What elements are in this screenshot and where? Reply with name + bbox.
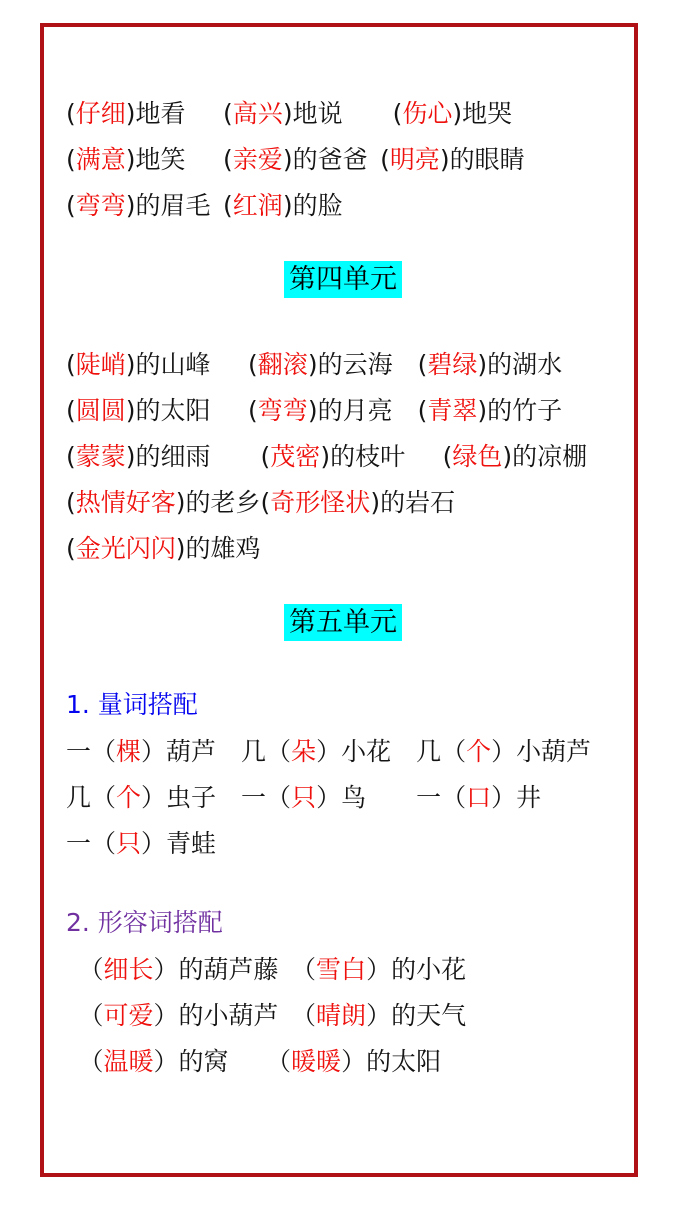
highlight-word: 细长	[103, 955, 154, 984]
highlight-word: 热情好客	[75, 488, 176, 517]
text-segment: (	[66, 442, 76, 471]
highlight-word: 可爱	[103, 1001, 154, 1030]
text-segment: )地哭	[452, 99, 513, 128]
text-segment: )地笑 (	[125, 145, 233, 174]
highlight-word: 弯弯	[257, 396, 308, 425]
highlight-word: 温暖	[103, 1047, 154, 1076]
subsection-title: 1. 量词搭配	[66, 690, 198, 719]
adverb-collocations	[66, 91, 620, 229]
text-segment: )的眼睛	[439, 145, 525, 174]
text-segment: )地看 (	[125, 99, 233, 128]
highlight-word: 晴朗	[316, 1001, 367, 1030]
highlight-word: 棵	[116, 737, 142, 766]
measure-word-collocations	[66, 729, 620, 867]
text-line	[66, 1039, 620, 1085]
text-segment: ）虫子 一（	[141, 783, 292, 812]
text-segment: ）葫芦 几（	[141, 737, 292, 766]
unit4-collocations	[66, 342, 620, 572]
text-segment: 几（	[66, 783, 117, 812]
text-segment: (	[66, 488, 76, 517]
text-segment: ）的葫芦藤 （	[153, 955, 317, 984]
text-line	[66, 821, 620, 867]
text-segment: )的竹子	[477, 396, 563, 425]
text-segment: (	[66, 191, 76, 220]
text-segment: （	[66, 955, 104, 984]
text-line	[66, 729, 620, 775]
text-segment: )的太阳 (	[125, 396, 258, 425]
text-segment: )的枝叶 (	[320, 442, 453, 471]
highlight-word: 红润	[232, 191, 283, 220]
highlight-word: 暖暖	[291, 1047, 342, 1076]
section-header-row	[66, 259, 620, 304]
text-line	[66, 388, 620, 434]
highlight-word: 伤心	[402, 99, 453, 128]
text-segment: 一（	[66, 737, 117, 766]
highlight-word: 明亮	[389, 145, 440, 174]
text-segment: (	[66, 145, 76, 174]
text-segment: )的爸爸 (	[282, 145, 390, 174]
text-segment: 一（	[66, 829, 117, 858]
highlight-word: 口	[466, 783, 492, 812]
highlight-word: 绿色	[452, 442, 503, 471]
text-line	[66, 480, 620, 526]
text-segment: ）小花 几（	[316, 737, 467, 766]
highlight-word: 翻滚	[257, 350, 308, 379]
highlight-word: 亲爱	[232, 145, 283, 174]
text-line	[66, 137, 620, 183]
highlight-word: 满意	[75, 145, 126, 174]
text-segment: (	[66, 350, 76, 379]
page-border	[40, 23, 638, 1177]
text-segment: (	[66, 534, 76, 563]
text-line	[66, 342, 620, 388]
text-segment: )的雄鸡	[175, 534, 261, 563]
section-header-row	[66, 602, 620, 647]
highlight-word: 金光闪闪	[75, 534, 176, 563]
highlight-word: 蒙蒙	[75, 442, 126, 471]
text-segment: )的眉毛 (	[125, 191, 233, 220]
highlight-word: 朵	[291, 737, 317, 766]
text-segment: ）的小葫芦 （	[153, 1001, 317, 1030]
text-line	[66, 947, 620, 993]
text-segment: (	[66, 396, 76, 425]
highlight-word: 个	[116, 783, 142, 812]
text-segment: (	[66, 99, 76, 128]
text-segment: ）的窝 （	[153, 1047, 292, 1076]
highlight-word: 仔细	[75, 99, 126, 128]
text-segment: ）鸟 一（	[316, 783, 467, 812]
text-segment: ）小葫芦	[491, 737, 592, 766]
highlight-word: 只	[116, 829, 142, 858]
text-line	[66, 434, 620, 480]
highlight-word: 圆圆	[75, 396, 126, 425]
text-segment: )的岩石	[370, 488, 456, 517]
text-segment: )的月亮 (	[307, 396, 428, 425]
text-line	[66, 183, 620, 229]
highlight-word: 陡峭	[75, 350, 126, 379]
text-segment: )的云海 (	[307, 350, 428, 379]
document-content	[44, 27, 634, 1085]
text-segment: )地说 (	[282, 99, 403, 128]
adjective-collocations	[66, 947, 620, 1085]
text-segment: ）的天气	[366, 1001, 467, 1030]
text-segment: )的细雨 (	[125, 442, 271, 471]
text-segment: )的山峰 (	[125, 350, 258, 379]
text-segment: )的凉棚	[502, 442, 588, 471]
highlight-word: 茂密	[270, 442, 321, 471]
text-segment: )的脸	[282, 191, 343, 220]
text-line	[66, 91, 620, 137]
highlight-word: 碧绿	[427, 350, 478, 379]
text-segment: （	[66, 1047, 104, 1076]
text-segment: ）青蛙	[141, 829, 217, 858]
text-line	[66, 526, 620, 572]
highlight-word: 弯弯	[75, 191, 126, 220]
highlight-word: 青翠	[427, 396, 478, 425]
section-header: 第四单元	[284, 261, 402, 298]
highlight-word: 只	[291, 783, 317, 812]
text-line	[66, 775, 620, 821]
highlight-word: 高兴	[232, 99, 283, 128]
section-header: 第五单元	[284, 604, 402, 641]
subsection-title: 2. 形容词搭配	[66, 908, 223, 937]
text-line	[66, 993, 620, 1039]
text-segment: ）的太阳	[341, 1047, 442, 1076]
text-segment: ）的小花	[366, 955, 467, 984]
text-segment: （	[66, 1001, 104, 1030]
highlight-word: 奇形怪状	[270, 488, 371, 517]
highlight-word: 雪白	[316, 955, 367, 984]
text-segment: ）井	[491, 783, 542, 812]
text-segment: )的湖水	[477, 350, 563, 379]
text-segment: )的老乡(	[175, 488, 271, 517]
highlight-word: 个	[466, 737, 492, 766]
